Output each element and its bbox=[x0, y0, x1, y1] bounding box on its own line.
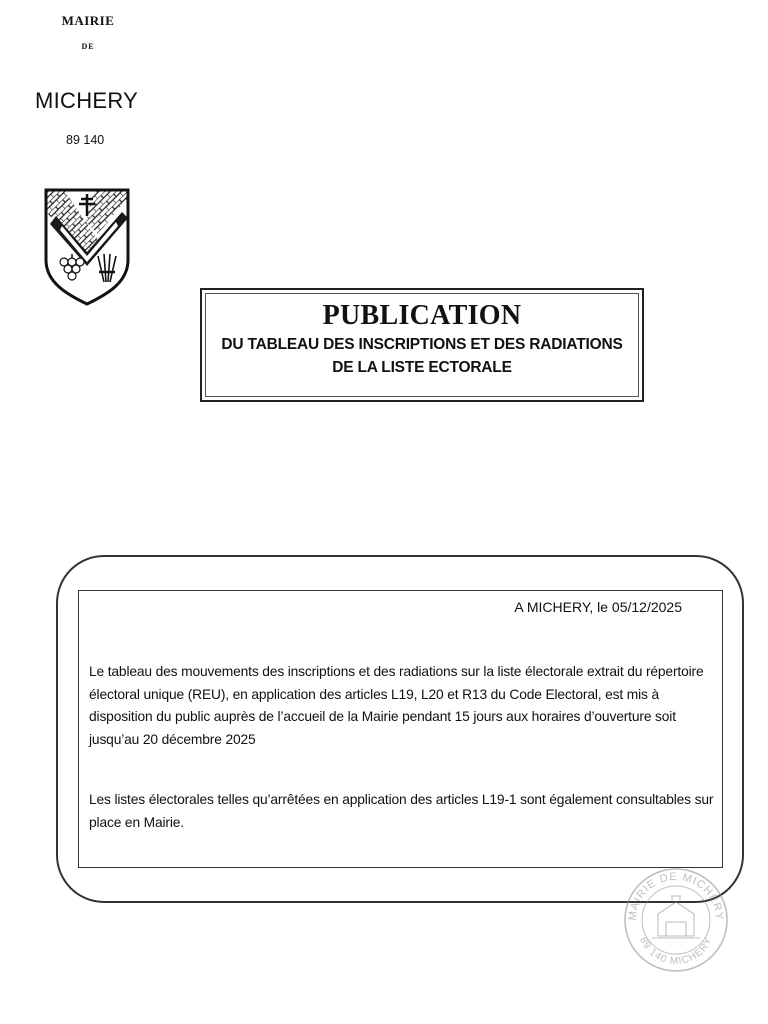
title-box bbox=[200, 288, 644, 402]
town-name: MICHERY bbox=[35, 88, 139, 113]
notice-paragraph-2: Les listes électorales telles qu’arrêtées en application des articles L19-1 sont également consultables sur place en Mairie. bbox=[89, 792, 714, 830]
mairie-label: MAIRIE bbox=[61, 13, 115, 28]
title-subtitle-line-1: DU TABLEAU DES INSCRIPTIONS ET DES RADIATIONS bbox=[221, 336, 623, 353]
notice-date-line: A MICHERY, le 05/12/2025 bbox=[514, 599, 682, 615]
town-hall-stamp bbox=[622, 866, 730, 974]
stamp-top-text: MAIRIE DE MICHERY bbox=[626, 870, 726, 922]
notice-box bbox=[78, 590, 723, 868]
stamp-bottom-text: 89 140 MICHERY bbox=[637, 935, 715, 968]
title-main: PUBLICATION bbox=[322, 300, 522, 331]
title-subtitle-line-2: DE LA LISTE ECTORALE bbox=[332, 359, 512, 376]
de-label: DE bbox=[81, 42, 95, 51]
notice-paragraph-1: Le tableau des mouvements des inscriptions et des radiations sur la liste électorale extrait du répertoire électoral unique (REU), en application des articles L19, L20 et R13 du Code Electoral, est mis à disposition du public auprès de l’accueil de la Mairie pendant 15 jours aux horaires d’ouverture soit jusqu’au 20 décembre 2025 bbox=[89, 664, 704, 747]
postal-code: 89 140 bbox=[66, 133, 105, 147]
coat-of-arms-icon bbox=[42, 186, 132, 308]
